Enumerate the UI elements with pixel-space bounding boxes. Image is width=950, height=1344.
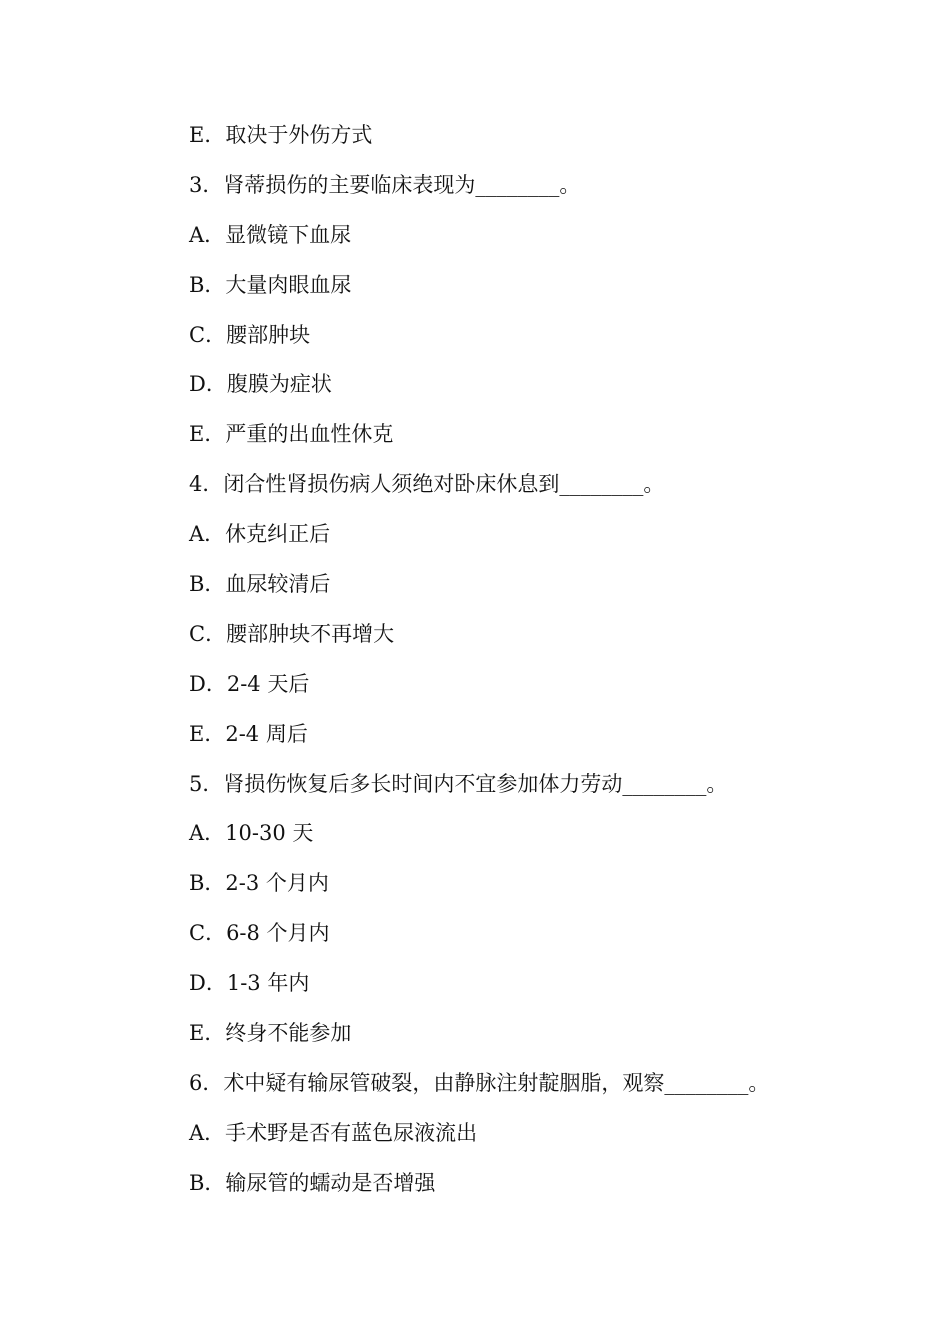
option-line: D．腹膜为症状 [189, 372, 332, 397]
option-line: A．显微镜下血尿 [189, 222, 352, 247]
option-line: C．腰部肿块不再增大 [189, 621, 395, 646]
option-line: A．休克纠正后 [189, 522, 331, 547]
option-line: D．1-3 年内 [189, 971, 310, 996]
option-line: E．2-4 周后 [189, 721, 308, 746]
option-line: E．终身不能参加 [189, 1021, 352, 1046]
question-text-block [189, 118, 909, 1216]
option-line: E．严重的出血性休克 [189, 422, 394, 447]
option-line: B．大量肉眼血尿 [189, 272, 352, 297]
option-line: B．2-3 个月内 [189, 871, 329, 896]
option-line: C．6-8 个月内 [189, 921, 330, 946]
option-line: B．血尿较清后 [189, 572, 331, 597]
question-line: 4．闭合性肾损伤病人须绝对卧床休息到________。 [189, 472, 665, 497]
option-line: A．手术野是否有蓝色尿液流出 [189, 1120, 478, 1145]
question-line: 5．肾损伤恢复后多长时间内不宜参加体力劳动________。 [189, 771, 728, 796]
option-line: A．10-30 天 [189, 821, 314, 846]
option-line: D．2-4 天后 [189, 671, 310, 696]
option-line: C．腰部肿块 [189, 322, 311, 347]
option-line: B．输尿管的蠕动是否增强 [189, 1170, 436, 1195]
option-line: E．取决于外伤方式 [189, 123, 373, 147]
question-line: 3．肾蒂损伤的主要临床表现为________。 [189, 172, 581, 197]
question-line: 6．术中疑有输尿管破裂，由静脉注射靛胭脂，观察________。 [189, 1070, 770, 1095]
